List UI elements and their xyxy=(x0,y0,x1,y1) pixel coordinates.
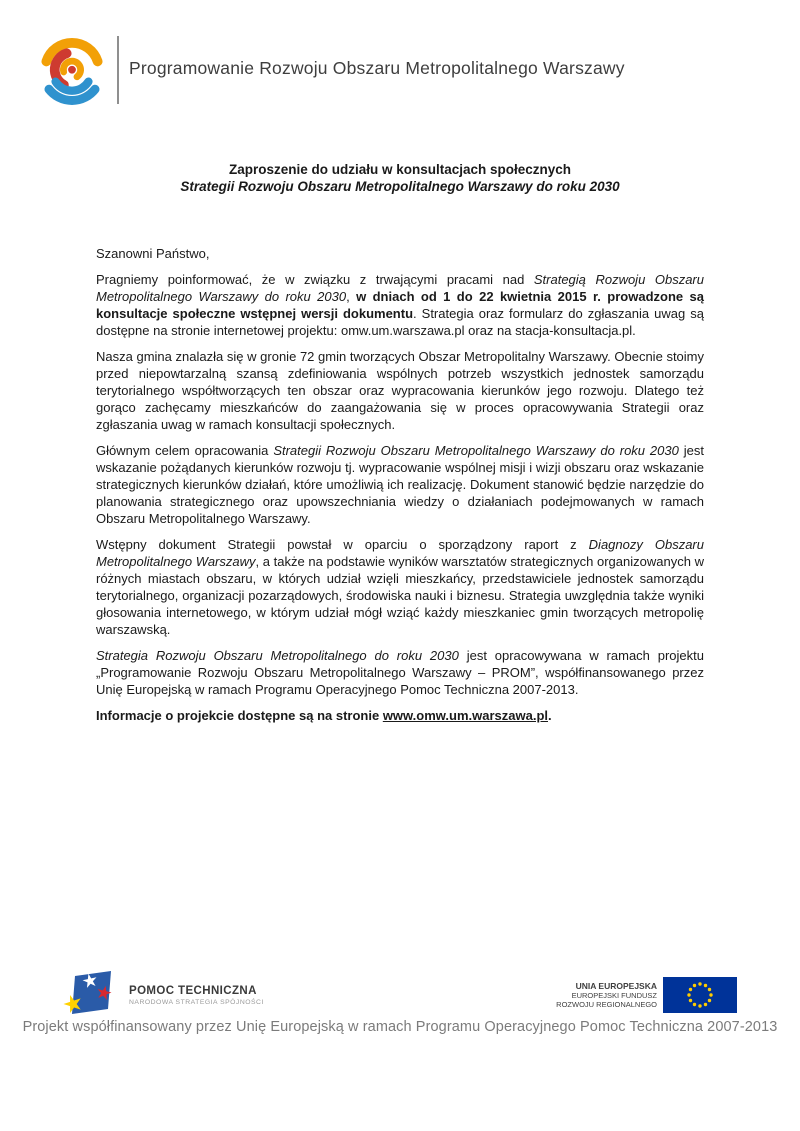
paragraph xyxy=(96,245,704,262)
eu-logo-text xyxy=(430,981,657,1009)
project-url-link[interactable]: www.omw.um.warszawa.pl xyxy=(382,708,548,723)
paragraph xyxy=(96,707,704,724)
text-run: Strategią Rozwoju Obszaru Metropolitalnego Warszawy do roku 2030 xyxy=(96,272,704,304)
document-title xyxy=(0,161,800,195)
brand-title: Programowanie Rozwoju Obszaru Metropolitalnego Warszawy xyxy=(129,57,625,78)
text-run: Diagnozy Obszaru Metropolitalnego Warszawy xyxy=(96,537,704,569)
document-header xyxy=(0,0,800,130)
text-run: , a także na podstawie wyników warsztatów strategicznych organizowanych w różnych miastach obszaru, w których udział wzięli mieszkańcy, przedstawiciele jednostek samorządu terytorialnego, organizacji pozarządowych, środowiska nauki i biznesu. Strategia uwzględnia także wyniki głosowania internetowego, w którym udział mógł wziąć każdy mieszkaniec gmin tworzących metropolię warszawską. xyxy=(96,554,704,637)
eu-text-line-2: EUROPEJSKI FUNDUSZ xyxy=(571,991,657,1000)
text-run: Głównym celem opracowania xyxy=(96,443,274,458)
paragraph xyxy=(96,442,704,527)
title-line-2: Strategii Rozwoju Obszaru Metropolitalnego Warszawy do roku 2030 xyxy=(180,179,620,194)
paragraph xyxy=(96,271,704,339)
text-run: Wstępny dokument Strategii powstał w oparciu o sporządzony raport z xyxy=(96,537,589,552)
paragraph xyxy=(96,348,704,433)
text-run: jest wskazanie pożądanych kierunków rozwoju tj. wypracowanie wspólnej misji i wizji obszaru oraz wskazanie strategicznych kierunków działań, które umożliwią ich realizację. Dokument stanowić będzie narzędzie do planowania strategicznego oraz upowszechniania wiedzy o działaniach podejmowanych w ramach Obszaru Metropolitalnego Warszawy. xyxy=(96,443,704,526)
eu-flag-icon xyxy=(663,977,737,1013)
paragraph xyxy=(96,647,704,698)
prom-logo-icon xyxy=(33,24,111,114)
nss-title: POMOC TECHNICZNA xyxy=(129,985,257,997)
text-run: Strategia Rozwoju Obszaru Metropolitalnego do roku 2030 xyxy=(96,648,459,663)
nss-logo-icon xyxy=(60,968,122,1020)
title-line-1: Zaproszenie do udziału w konsultacjach społecznych xyxy=(228,162,572,177)
text-run: Szanowni Państwo, xyxy=(96,246,210,261)
footer-cofinancing-note: Projekt współfinansowany przez Unię Europejską w ramach Programu Operacyjnego Pomoc Techniczna 2007-2013 xyxy=(22,1019,778,1035)
header-divider xyxy=(117,36,119,104)
paragraph xyxy=(96,536,704,638)
letter-body xyxy=(96,245,704,733)
text-run: w dniach od 1 do 22 kwietnia 2015 r. prowadzone są konsultacje społeczne wstępnej wersji dokumentu xyxy=(96,289,704,321)
eu-text-line-3: ROZWOJU REGIONALNEGO xyxy=(556,1000,657,1009)
text-run: Pragniemy poinformować, że w związku z trwającymi pracami nad xyxy=(96,272,534,287)
text-run: Informacje o projekcie dostępne są na stronie xyxy=(96,708,383,723)
text-run: jest opracowywana w ramach projektu „Programowanie Rozwoju Obszaru Metropolitalnego Warszawy – PROM”, współfinansowanego przez Unię Europejską w ramach Programu Operacyjnego Pomoc Techniczna 2007-2013. xyxy=(96,648,704,697)
text-run: Nasza gmina znalazła się w gronie 72 gmin tworzących Obszar Metropolitalny Warszawy. Obecnie stoimy przed niepowtarzalną szansą zdefiniowania wspólnych potrzeb wszystkich jednostek samorządu terytorialnego współtworzących ten obszar oraz wypracowania kierunków jego rozwoju. Dlatego też gorąco zachęcamy mieszkańców do zaangażowania się w proces opracowywania Strategii oraz zgłaszania uwag w ramach konsultacji społecznych. xyxy=(96,349,704,432)
text-run: , xyxy=(346,289,357,304)
nss-subtitle: NARODOWA STRATEGIA SPÓJNOŚCI xyxy=(129,999,264,1006)
eu-text-line-1: UNIA EUROPEJSKA xyxy=(575,981,657,991)
nss-logo-text xyxy=(129,985,264,1006)
text-run: . Strategia oraz formularz do zgłaszania uwag są dostępne na stronie internetowej projektu: omw.um.warszawa.pl oraz na stacja-konsultacja.pl. xyxy=(96,306,704,338)
text-run: Strategii Rozwoju Obszaru Metropolitalnego Warszawy do roku 2030 xyxy=(273,443,679,458)
text-run: . xyxy=(548,708,552,723)
